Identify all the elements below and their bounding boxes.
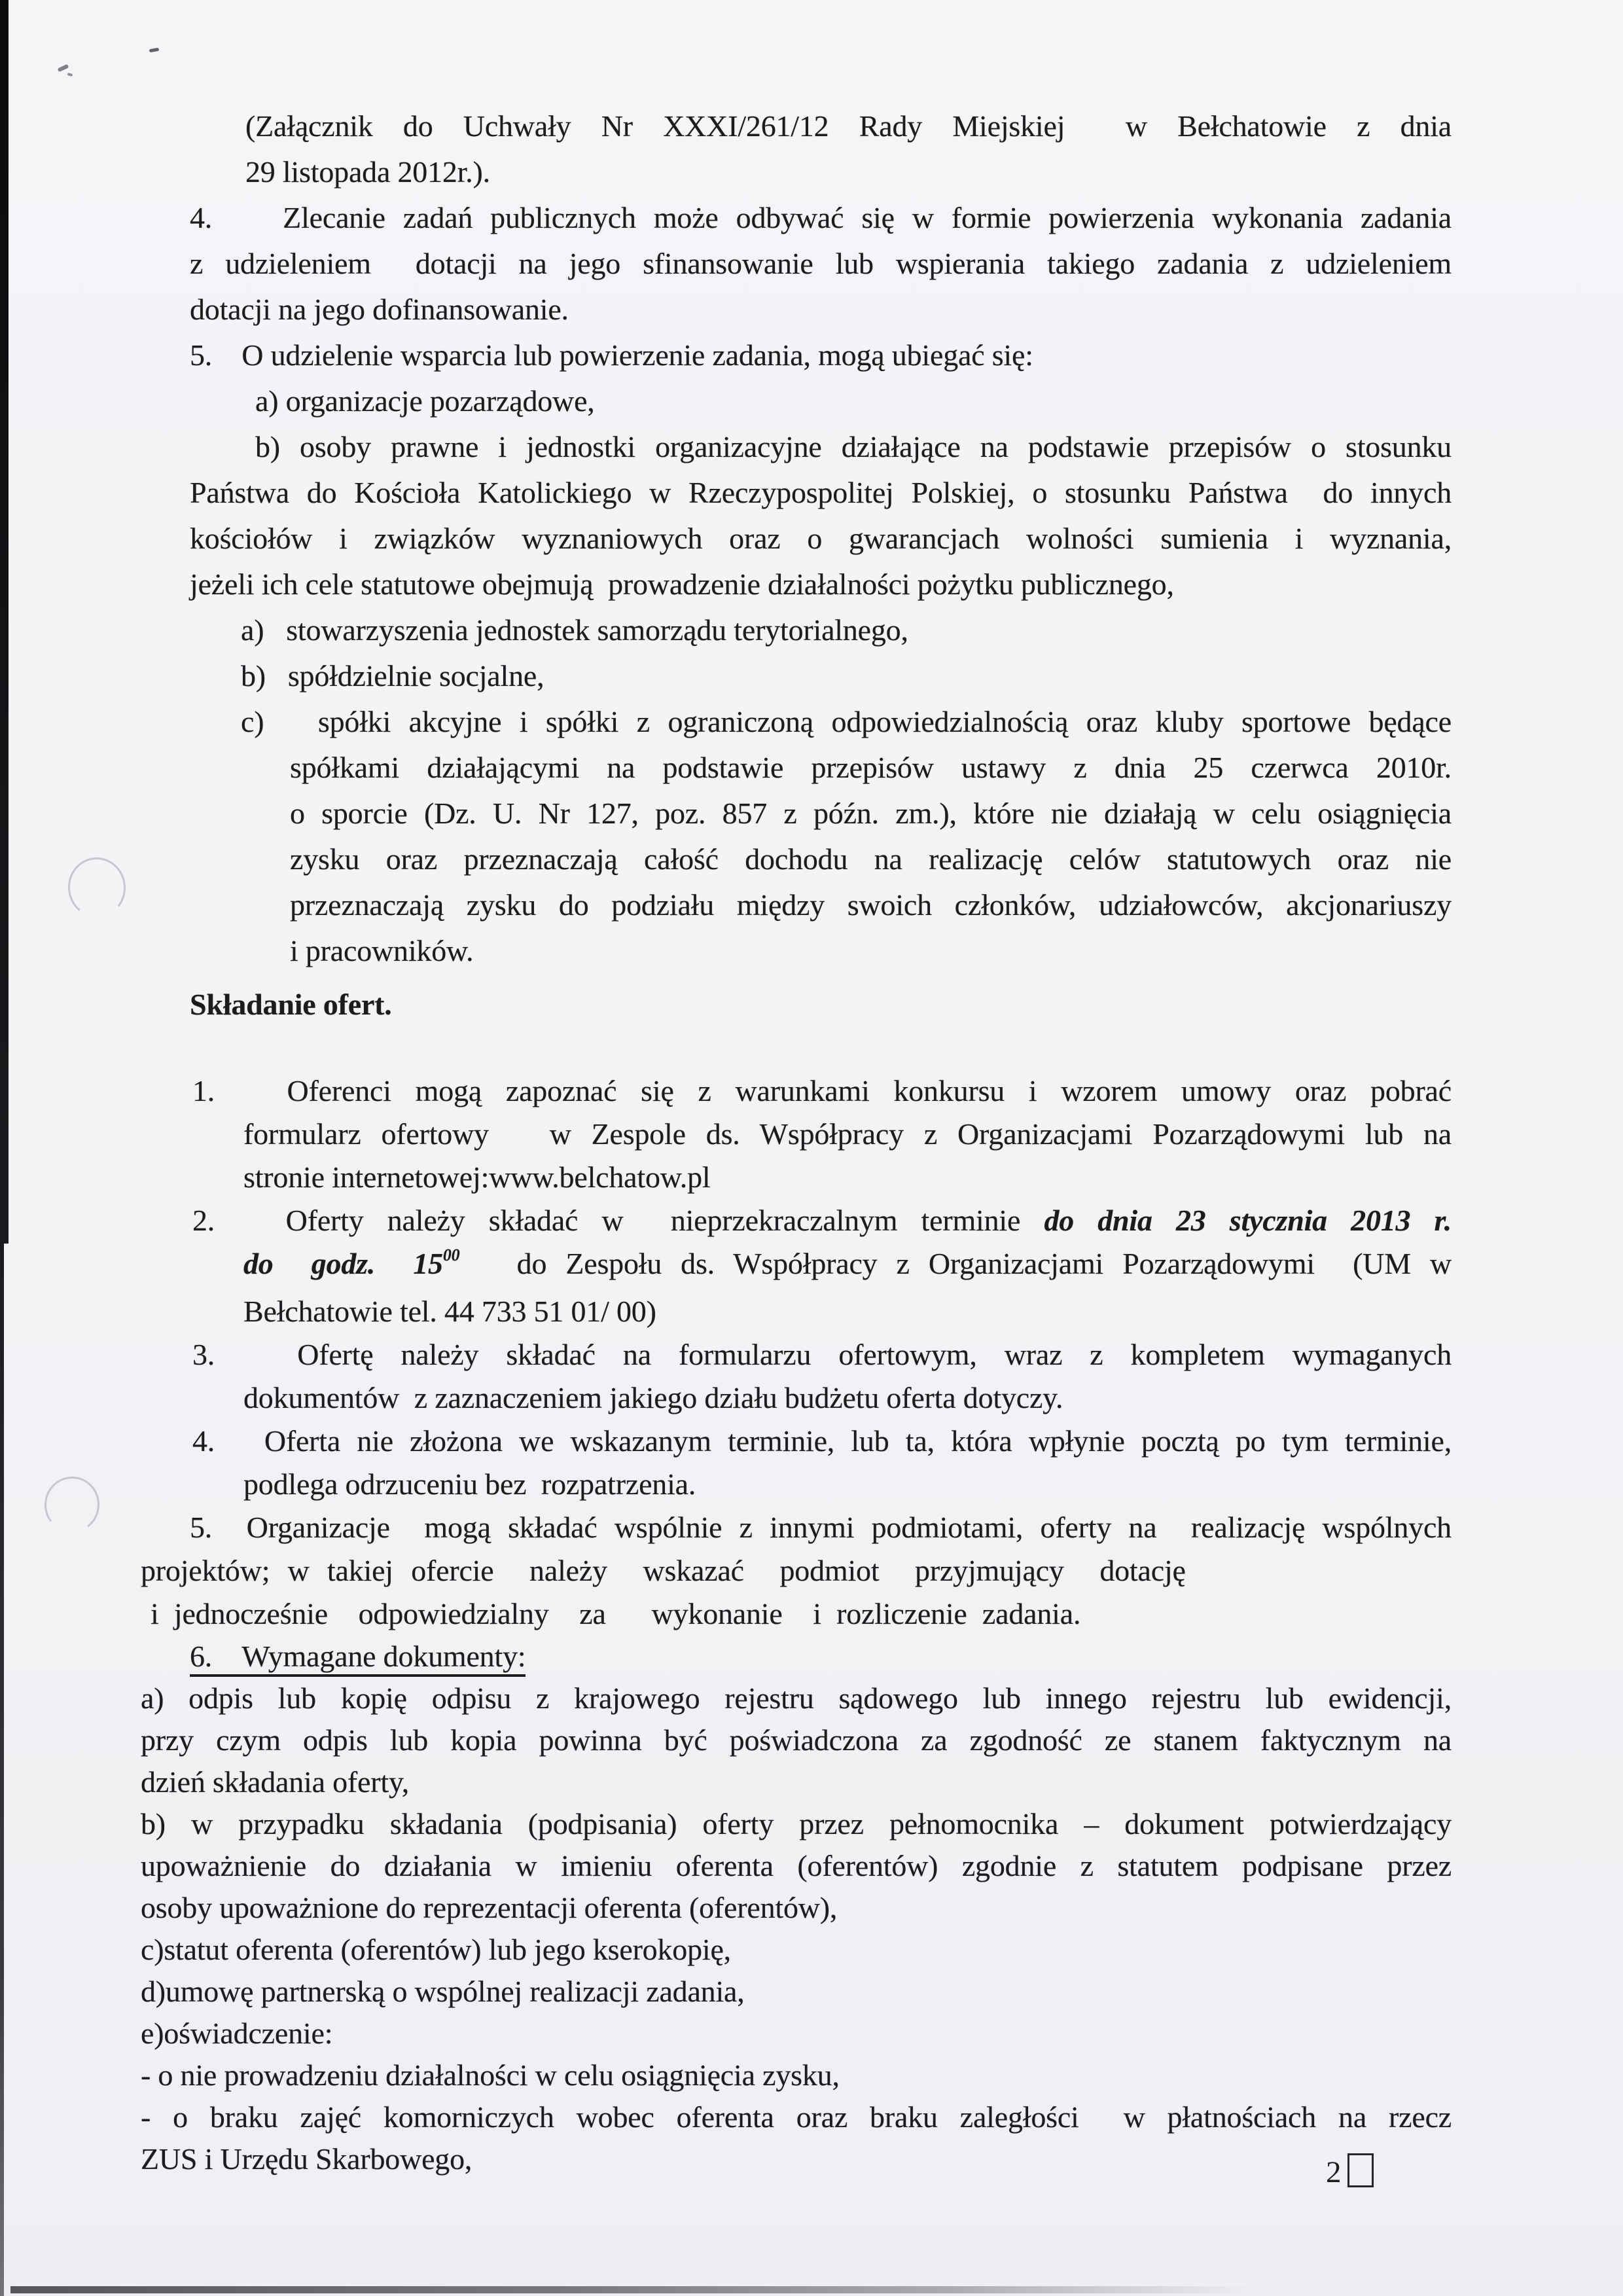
text-line: c) spółki akcyjne i spółki z ograniczoną odpowiedzialnością oraz kluby sportowe będące <box>241 705 1452 738</box>
text-line: Państwa do Kościoła Katolickiego w Rzeczypospolitej Polskiej, o stosunku Państwa do innych <box>190 476 1452 509</box>
text-line: - o braku zajęć komorniczych wobec oferenta oraz braku zaległości w płatnościach na rzecz <box>141 2100 1452 2134</box>
text-line: z udzieleniem dotacji na jego sfinansowanie lub wspierania takiego zadania z udzieleniem <box>190 247 1452 280</box>
text-line: 5. O udzielenie wsparcia lub powierzenie zadania, mogą ubiegać się: <box>190 338 1033 372</box>
text-line: 2. Oferty należy składać w nieprzekraczalnym terminie do dnia 23 stycznia 2013 r. <box>192 1204 1452 1237</box>
section-skladanie-ofert <box>0 983 1623 1636</box>
text-line: e)oświadczenie: <box>141 2017 333 2050</box>
text-line: projektów; w takiej ofercie należy wskazać podmiot przyjmujący dotację <box>141 1554 1186 1587</box>
text-line: 5. Organizacje mogą składać wspólnie z innymi podmiotami, oferty na realizację wspólnych <box>190 1511 1452 1544</box>
text-line: dotacji na jego dofinansowanie. <box>190 293 569 326</box>
text-line: kościołów i związków wyznaniowych oraz o gwarancjach wolności sumienia i wyznania, <box>190 522 1452 555</box>
text-line: a) odpis lub kopię odpisu z krajowego rejestru sądowego lub innego rejestru lub ewidencji, <box>141 1681 1452 1715</box>
text-line: formularz ofertowy w Zespole ds. Współpracy z Organizacjami Pozarządowymi lub na <box>243 1117 1452 1151</box>
section-heading-skladanie-ofert: Składanie ofert. <box>190 988 392 1021</box>
text-line: 3. Ofertę należy składać na formularzu ofertowym, wraz z kompletem wymaganych <box>192 1338 1452 1371</box>
text-line: b) spółdzielnie socjalne, <box>241 659 544 692</box>
page-footer <box>1326 2153 1374 2190</box>
text-line: jeżeli ich cele statutowe obejmują prowadzenie działalności pożytku publicznego, <box>190 567 1174 601</box>
text-line: osoby upoważnione do reprezentacji oferenta (oferentów), <box>141 1891 838 1924</box>
text-line: - o nie prowadzeniu działalności w celu osiągnięcia zysku, <box>141 2058 840 2092</box>
text-line: d)umowę partnerską o wspólnej realizacji zadania, <box>141 1975 745 2008</box>
scan-edge-left-strip <box>0 0 9 1244</box>
text-line: podlega odrzuceniu bez rozpatrzenia. <box>243 1467 696 1501</box>
missing-glyph-box-icon <box>1347 2153 1374 2187</box>
page-number: 2 <box>1326 2155 1342 2189</box>
text-line: do godz. $15^{00}$ do Zespołu ds. Współpracy z Organizacjami Pozarządowymi (UM w <box>243 1246 1452 1280</box>
text-line: o sporcie (Dz. U. Nr 127, poz. 857 z późn. zm.), które nie działają w celu osiągnięcia <box>290 797 1452 830</box>
text-line: 4. Oferta nie złożona we wskazanym terminie, lub ta, która wpłynie pocztą po tym terminie, <box>192 1424 1452 1458</box>
text-line: c)statut oferenta (oferentów) lub jego kserokopię, <box>141 1933 731 1966</box>
text-line: 1. Oferenci mogą zapoznać się z warunkami konkursu i wzorem umowy oraz pobrać <box>192 1074 1452 1107</box>
section-intro-and-point-4-5 <box>0 103 1623 974</box>
text-line: 4. Zlecanie zadań publicznych może odbywać się w formie powierzenia wykonania zadania <box>190 201 1452 234</box>
text-line: ZUS i Urzędu Skarbowego, <box>141 2142 473 2176</box>
text-line: Bełchatowie tel. 44 733 51 01/ 00) <box>243 1295 656 1328</box>
text-line: dokumentów z zaznaczeniem jakiego działu budżetu oferta dotyczy. <box>243 1381 1063 1414</box>
text-line: i pracowników. <box>290 934 474 967</box>
text-line: (Załącznik do Uchwały Nr XXXI/261/12 Rady Miejskiej w Bełchatowie z dnia <box>245 109 1452 143</box>
text-line: b) w przypadku składania (podpisania) oferty przez pełnomocnika – dokument potwierdzający <box>141 1807 1452 1840</box>
scan-edge-bottom-strip <box>10 2286 1254 2293</box>
text-line: przeznaczają zysku do podziału między swoich członków, udziałowców, akcjonariuszy <box>290 888 1452 922</box>
section-heading-wymagane-dokumenty: 6. Wymagane dokumenty: <box>190 1636 1623 1677</box>
text-line: upoważnienie do działania w imieniu oferenta (oferentów) zgodnie z statutem podpisane przez <box>141 1849 1452 1882</box>
text-line: przy czym odpis lub kopia powinna być poświadczona za zgodność ze stanem faktycznym na <box>141 1723 1452 1757</box>
text-line: spółkami działającymi na podstawie przepisów ustawy z dnia 25 czerwca 2010r. <box>290 751 1452 784</box>
section-wymagane-dokumenty <box>0 1636 1623 2180</box>
text-line: zysku oraz przeznaczają całość dochodu na realizację celów statutowych oraz nie <box>290 842 1452 876</box>
text-line: dzień składania oferty, <box>141 1765 410 1799</box>
text-line: stronie internetowej:www.belchatow.pl <box>243 1160 711 1194</box>
text-line: a) stowarzyszenia jednostek samorządu terytorialnego, <box>241 613 908 647</box>
text-line: b) osoby prawne i jednostki organizacyjne działające na podstawie przepisów o stosunku <box>255 430 1452 463</box>
text-line: a) organizacje pozarządowe, <box>255 384 595 418</box>
text-line: i jednocześnie odpowiedzialny za wykonanie i rozliczenie zadania. <box>151 1597 1081 1630</box>
text-line: 29 listopada 2012r.). <box>245 155 490 188</box>
scan-edge-left-strip-lower <box>0 1244 4 2296</box>
